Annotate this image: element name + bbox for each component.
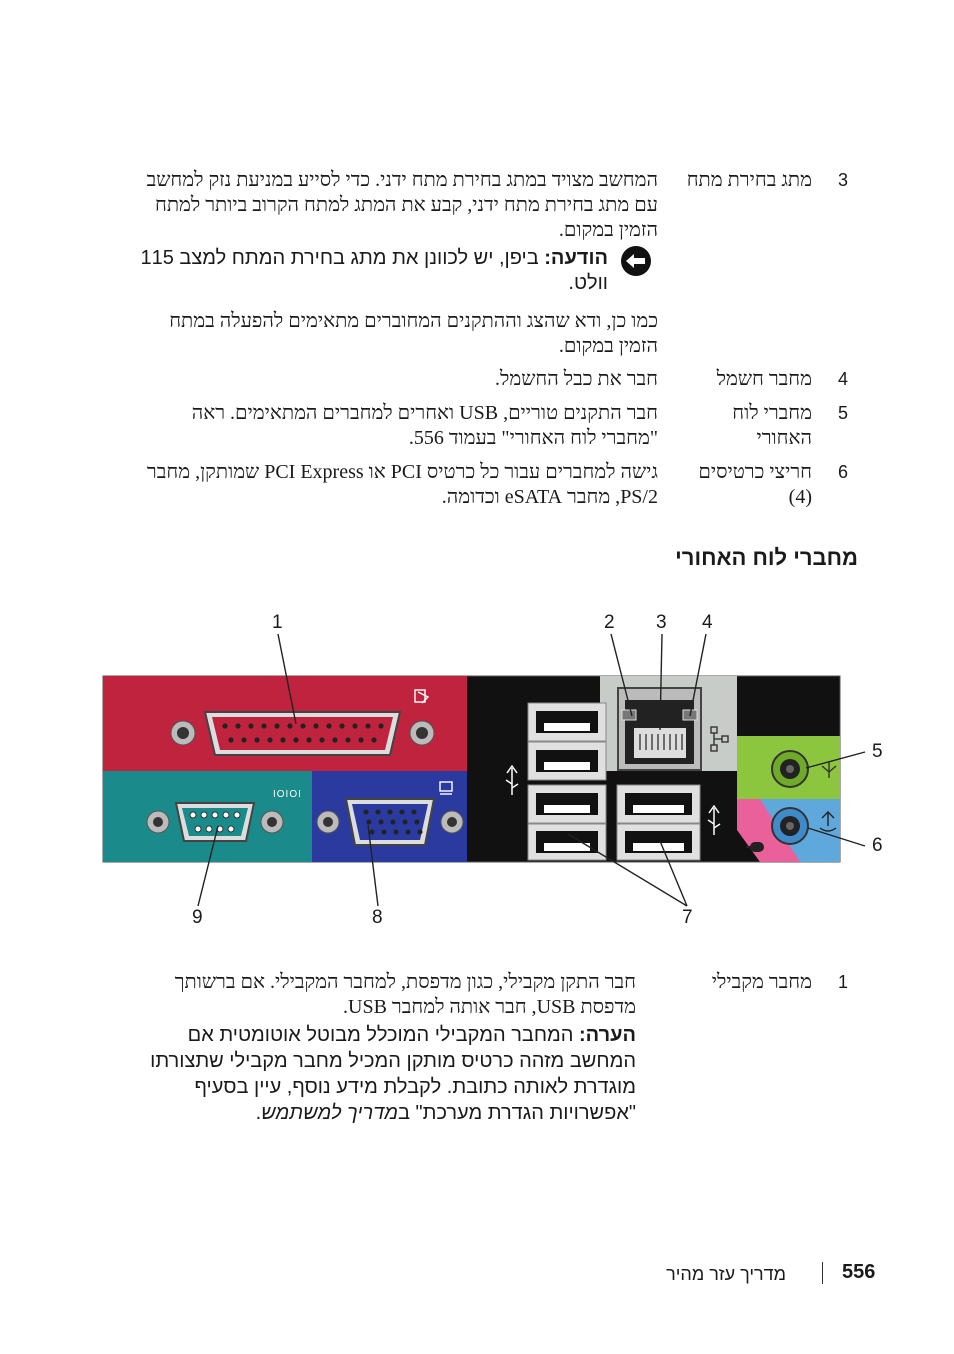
line-out-jack — [772, 751, 808, 787]
row-description: חבר התקן מקבילי, כגון מדפסת, למחבר המקבילי. אם ברשותך מדפסת USB, חבר אותה למחבר USB. — [174, 971, 636, 1018]
callout-3: 3 — [656, 612, 667, 633]
callout-8: 8 — [372, 907, 383, 928]
guide-name: מדריך עזר מהיר — [666, 1264, 786, 1284]
row-description: גישה למחברים עבור כל כרטיס PCI או PCI Express שמותקן, מחבר PS/2, מחבר eSATA וכדומה. — [146, 461, 658, 508]
footer-divider — [822, 1262, 823, 1284]
note-label: הערה: — [579, 1024, 636, 1046]
row-number: 6 — [838, 462, 849, 482]
section-title: מחברי לוח האחורי — [675, 545, 858, 570]
serial-icon — [273, 789, 302, 800]
callout-1: 1 — [272, 612, 283, 633]
callout-2: 2 — [604, 612, 615, 633]
row-name: מחבר מקבילי — [711, 971, 812, 993]
svg-text:IOIOI: IOIOI — [273, 789, 302, 800]
page-number: 556 — [842, 1261, 876, 1283]
row-description: חבר את כבל החשמל. — [495, 368, 658, 390]
warning-icon — [620, 245, 652, 277]
row-name: מחבר חשמל — [716, 368, 812, 390]
row-number: 1 — [838, 972, 849, 992]
back-panel-diagram — [0, 600, 954, 940]
row-number: 3 — [838, 170, 849, 190]
row-number: 5 — [838, 403, 849, 423]
row-name: מחברי לוח האחורי — [732, 402, 812, 449]
row-name: חריצי כרטיסים (4) — [698, 461, 812, 508]
row-description: המחשב מצויד במתג בחירת מתח ידני. כדי לסייע במניעת נזק למחשב עם מתג בחירת מתח ידני, קבע את המתג למתח הקרוב ביותר למתח הזמין במקום. — [146, 169, 658, 241]
row-description: חבר התקנים טוריים, USB ואחרים למחברים המתאימים. ראה "מחברי לוח האחורי" בעמוד 556. — [191, 402, 658, 449]
parallel-note — [140, 1022, 636, 1126]
warning-note — [140, 246, 608, 296]
callout-5: 5 — [872, 741, 883, 762]
note-text-end: . — [255, 1102, 262, 1124]
callout-6: 6 — [872, 835, 883, 856]
callout-9: 9 — [192, 907, 203, 928]
callout-7: 7 — [682, 907, 693, 928]
line-in-jack — [772, 808, 808, 844]
row-extra: כמו כן, ודא שהצג וההתקנים המחוברים מתאימים להפעלה במתח הזמין במקום. — [169, 310, 658, 357]
note-guide-reference: מדריך למשתמש — [261, 1102, 398, 1124]
note-text: המחבר המקבילי המוכלל מבוטל אוטומטית אם המחשב מזהה כרטיס מותקן המכיל מחבר מקבילי שתצורתו מוגדרת לאותה כתובת. לקבלת מידע נוסף, עיין בסעיף "אפשרויות הגדרת מערכת" ב — [150, 1024, 636, 1124]
row-number: 4 — [838, 369, 849, 389]
note-text: ביפן, יש לכוונן את מתג בחירת המתח למצב 115 וולט. — [140, 247, 608, 294]
row-name: מתג בחירת מתח — [686, 169, 812, 191]
callout-4: 4 — [702, 612, 713, 633]
note-label: הודעה: — [544, 247, 608, 269]
